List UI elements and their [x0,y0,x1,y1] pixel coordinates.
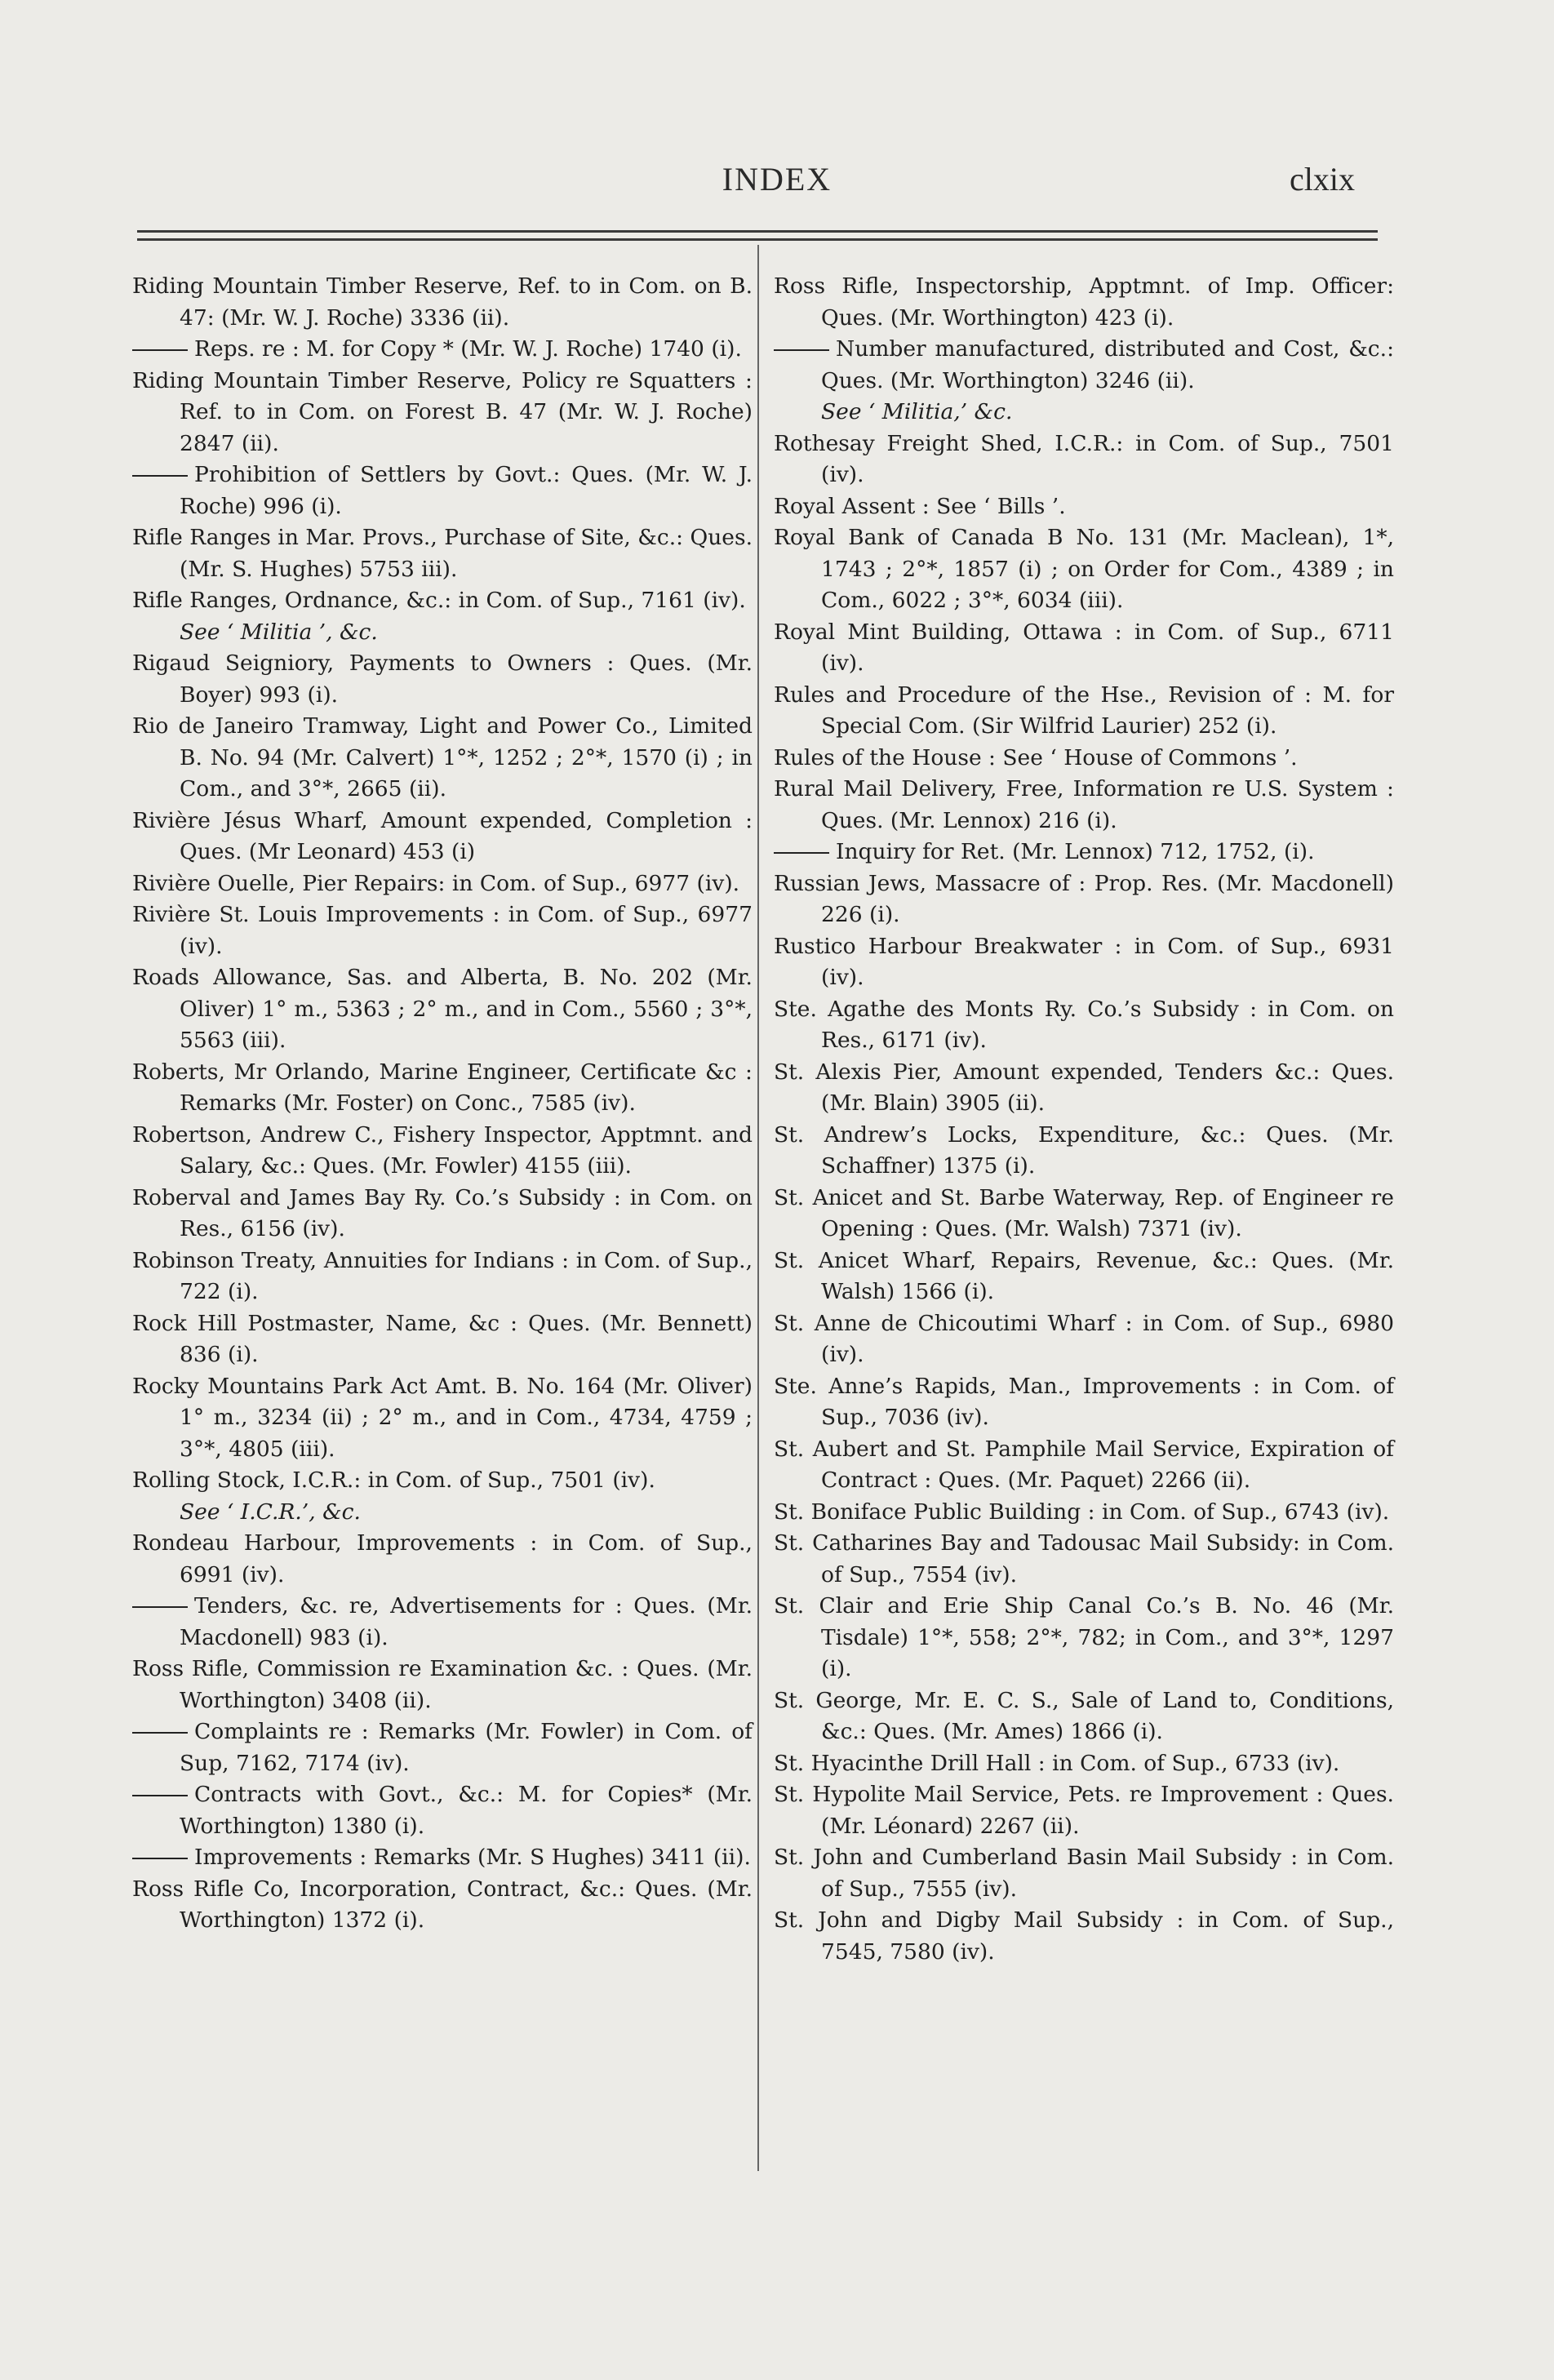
index-subentry [132,1591,753,1654]
entry-text: St. Boniface Public Building : in Com. of Sup., 6743 (iv). [774,1499,1390,1525]
index-entry [774,1434,1394,1497]
index-entry [774,1308,1394,1371]
index-entry [132,366,753,460]
index-entry [132,1308,753,1371]
index-entry [132,899,753,962]
index-entry [774,617,1394,680]
index-subentry [132,1842,753,1874]
entry-text: Rules of the House : See ‘ House of Commons ’. [774,744,1298,770]
entry-text: St. Anicet and St. Barbe Waterway, Rep. of Engineer re Opening : Ques. (Mr. Walsh) 7371 (iv). [774,1184,1394,1241]
ditto-dash [132,349,188,351]
index-entry [132,806,753,868]
entry-text: Rothesay Freight Shed, I.C.R.: in Com. of Sup., 7501 (iv). [774,430,1394,487]
index-entry [774,1905,1394,1968]
entry-text: Robinson Treaty, Annuities for Indians : in Com. of Sup., 722 (i). [132,1247,753,1304]
entry-text: Roberts, Mr Orlando, Marine Engineer, Certificate &c : Remarks (Mr. Foster) on Conc., 7585 (iv). [132,1059,753,1116]
column-divider [757,245,759,2171]
entry-text: Rivière Jésus Wharf, Amount expended, Completion : Ques. (Mr Leonard) 453 (i) [132,807,753,864]
ditto-dash [132,1606,188,1608]
index-entry [774,428,1394,491]
entry-text: Prohibition of Settlers by Govt.: Ques. (Mr. W. J. Roche) 996 (i). [180,462,753,519]
entry-text: Tenders, &c. re, Advertisements for : Ques. (Mr. Macdonell) 983 (i). [180,1593,753,1650]
index-entry [774,1748,1394,1780]
entry-text: St. George, Mr. E. C. S., Sale of Land to, Conditions, &c.: Ques. (Mr. Ames) 1866 (i). [774,1687,1394,1744]
entry-text: Rivière Ouelle, Pier Repairs: in Com. of Sup., 6977 (iv). [132,870,740,896]
entry-text: Riding Mountain Timber Reserve, Policy re Squatters : Ref. to in Com. on Forest B. 47 (Mr. W. J. Roche) 2847 (ii). [132,367,753,456]
entry-text: St. Hypolite Mail Service, Pets. re Improvement : Ques. (Mr. Léonard) 2267 (ii). [774,1782,1394,1839]
index-entry [132,1654,753,1716]
index-entry [774,522,1394,617]
header-rule-bottom [137,238,1378,241]
entry-text: Improvements : Remarks (Mr. S Hughes) 3411 (ii). [194,1845,751,1870]
entry-text: Rifle Ranges, Ordnance, &c.: in Com. of Sup., 7161 (iv). [132,588,746,613]
entry-text: Reps. re : M. for Copy * (Mr. W. J. Roche) 1740 (i). [194,336,742,362]
right-column [774,271,1394,1968]
entry-text: Robertson, Andrew C., Fishery Inspector, Apptmnt. and Salary, &c.: Ques. (Mr. Fowler) 4155 (iii). [132,1121,753,1179]
page-number: clxix [1290,161,1355,198]
index-entry [132,1874,753,1937]
index-entry [132,1057,753,1120]
entry-text: St. Aubert and St. Pamphile Mail Service, Expiration of Contract : Ques. (Mr. Paquet) 2266 (ii). [774,1436,1394,1493]
entry-text: Rock Hill Postmaster, Name, &c : Ques. (Mr. Bennett) 836 (i). [132,1310,753,1367]
entry-text: Complaints re : Remarks (Mr. Fowler) in Com. of Sup, 7162, 7174 (iv). [180,1719,753,1776]
index-entry [132,1120,753,1183]
index-subentry [132,334,753,366]
entry-text: Rustico Harbour Breakwater : in Com. of Sup., 6931 (iv). [774,933,1394,990]
index-entry [774,271,1394,334]
index-subentry [132,460,753,522]
index-entry [774,680,1394,743]
entry-text: Rolling Stock, I.C.R.: in Com. of Sup., 7501 (iv). [132,1468,655,1493]
ditto-dash [774,852,829,854]
ditto-dash [132,1858,188,1859]
entry-text: See ‘ Militia,’ &c. [821,399,1013,424]
entry-text: Inquiry for Ret. (Mr. Lennox) 712, 1752, (i). [836,839,1315,864]
index-entry [774,994,1394,1057]
index-entry [132,1371,753,1466]
index-entry [132,1246,753,1308]
entry-text: Rondeau Harbour, Improvements : in Com. of Sup., 6991 (iv). [132,1530,753,1587]
ditto-dash [132,475,188,477]
entry-text: See ‘ I.C.R.’, &c. [180,1499,361,1525]
index-entry [132,271,753,334]
index-entry [774,774,1394,837]
index-entry [132,868,753,900]
entry-text: Roberval and James Bay Ry. Co.’s Subsidy : in Com. on Res., 6156 (iv). [132,1184,753,1241]
index-subentry [774,837,1394,868]
index-entry [132,711,753,806]
entry-text: St. Hyacinthe Drill Hall : in Com. of Sup., 6733 (iv). [774,1750,1340,1776]
index-entry [774,868,1394,931]
entry-text: St. Alexis Pier, Amount expended, Tenders &c.: Ques. (Mr. Blain) 3905 (ii). [774,1059,1394,1116]
index-entry [774,1371,1394,1434]
index-entry [774,1497,1394,1529]
page-title: INDEX [722,161,832,198]
entry-text: Contracts with Govt., &c.: M. for Copies* (Mr. Worthington) 1380 (i). [180,1782,753,1839]
index-entry [774,1842,1394,1905]
index-cross-reference [132,1497,753,1529]
entry-text: Rivière St. Louis Improvements : in Com. of Sup., 6977 (iv). [132,902,753,959]
entry-text: Rigaud Seigniory, Payments to Owners : Ques. (Mr. Boyer) 993 (i). [132,651,753,708]
index-entry [774,491,1394,523]
entry-text: Rocky Mountains Park Act Amt. B. No. 164 (Mr. Oliver) 1° m., 3234 (ii) ; 2° m., and in Com., 4734, 4759 ; 3°*, 4805 (iii). [132,1373,753,1462]
entry-text: Riding Mountain Timber Reserve, Ref. to in Com. on B. 47: (Mr. W. J. Roche) 3336 (ii). [132,273,753,331]
index-entry [132,1465,753,1497]
index-entry [774,1591,1394,1685]
index-entry [132,1183,753,1246]
entry-text: Royal Mint Building, Ottawa : in Com. of Sup., 6711 (iv). [774,619,1394,676]
entry-text: Number manufactured, distributed and Cost, &c.: Ques. (Mr. Worthington) 3246 (ii). [821,336,1394,393]
entry-text: Russian Jews, Massacre of : Prop. Res. (Mr. Macdonell) 226 (i). [774,870,1394,927]
index-entry [774,1120,1394,1183]
entry-text: Ross Rifle Co, Incorporation, Contract, &c.: Ques. (Mr. Worthington) 1372 (i). [132,1876,753,1933]
index-cross-reference [132,617,753,649]
index-subentry [132,1779,753,1842]
entry-text: St. Anicet Wharf, Repairs, Revenue, &c.: Ques. (Mr. Walsh) 1566 (i). [774,1247,1394,1304]
ditto-dash [774,349,829,351]
index-entry [774,1057,1394,1120]
index-entry [132,1528,753,1591]
header-rule-top [137,230,1378,233]
index-entry [774,931,1394,994]
index-entry [774,1779,1394,1842]
entry-text: Royal Bank of Canada B No. 131 (Mr. Maclean), 1*, 1743 ; 2°*, 1857 (i) ; on Order for Com., 4389 ; in Com., 6022 ; 3°*, 6034 (iii). [774,525,1394,613]
entry-text: St. John and Digby Mail Subsidy : in Com. of Sup., 7545, 7580 (iv). [774,1907,1394,1965]
entry-text: St. John and Cumberland Basin Mail Subsidy : in Com. of Sup., 7555 (iv). [774,1845,1394,1902]
entry-text: Ross Rifle, Commission re Examination &c. : Ques. (Mr. Worthington) 3408 (ii). [132,1656,753,1713]
entry-text: St. Andrew’s Locks, Expenditure, &c.: Ques. (Mr. Schaffner) 1375 (i). [774,1121,1394,1179]
index-entry [132,585,753,617]
entry-text: Rifle Ranges in Mar. Provs., Purchase of Site, &c.: Ques. (Mr. S. Hughes) 5753 iii). [132,525,753,582]
entry-text: Ste. Agathe des Monts Ry. Co.’s Subsidy : in Com. on Res., 6171 (iv). [774,996,1394,1053]
entry-text: See ‘ Militia ’, &c. [180,619,378,645]
entry-text: St. Catharines Bay and Tadousac Mail Subsidy: in Com. of Sup., 7554 (iv). [774,1530,1394,1587]
index-entry [774,743,1394,775]
entry-text: Ross Rifle, Inspectorship, Apptmnt. of Imp. Officer: Ques. (Mr. Worthington) 423 (i). [774,273,1394,331]
index-subentry [774,334,1394,397]
entry-text: Royal Assent : See ‘ Bills ’. [774,493,1066,519]
ditto-dash [132,1732,188,1734]
ditto-dash [132,1795,188,1796]
index-entry [132,962,753,1057]
entry-text: St. Clair and Erie Ship Canal Co.’s B. No. 46 (Mr. Tisdale) 1°*, 558; 2°*, 782; in Com., and 3°*, 1297 (i). [774,1593,1394,1681]
entry-text: Rural Mail Delivery, Free, Information re U.S. System : Ques. (Mr. Lennox) 216 (i). [774,776,1394,833]
entry-text: St. Anne de Chicoutimi Wharf : in Com. of Sup., 6980 (iv). [774,1310,1394,1367]
index-cross-reference [774,397,1394,428]
index-entry [774,1246,1394,1308]
index-subentry [132,1716,753,1779]
left-column [132,271,753,1937]
entry-text: Rules and Procedure of the Hse., Revision of : M. for Special Com. (Sir Wilfrid Laurier) 252 (i). [774,682,1394,739]
index-entry [774,1685,1394,1748]
entry-text: Roads Allowance, Sas. and Alberta, B. No. 202 (Mr. Oliver) 1° m., 5363 ; 2° m., and in Com., 5560 ; 3°*, 5563 (iii). [132,965,753,1053]
entry-text: Rio de Janeiro Tramway, Light and Power Co., Limited B. No. 94 (Mr. Calvert) 1°*, 1252 ; 2°*, 1570 (i) ; in Com., and 3°*, 2665 (ii). [132,713,753,801]
index-entry [132,522,753,585]
entry-text: Ste. Anne’s Rapids, Man., Improvements : in Com. of Sup., 7036 (iv). [774,1373,1394,1430]
index-entry [132,648,753,711]
index-entry [774,1183,1394,1246]
index-entry [774,1528,1394,1591]
